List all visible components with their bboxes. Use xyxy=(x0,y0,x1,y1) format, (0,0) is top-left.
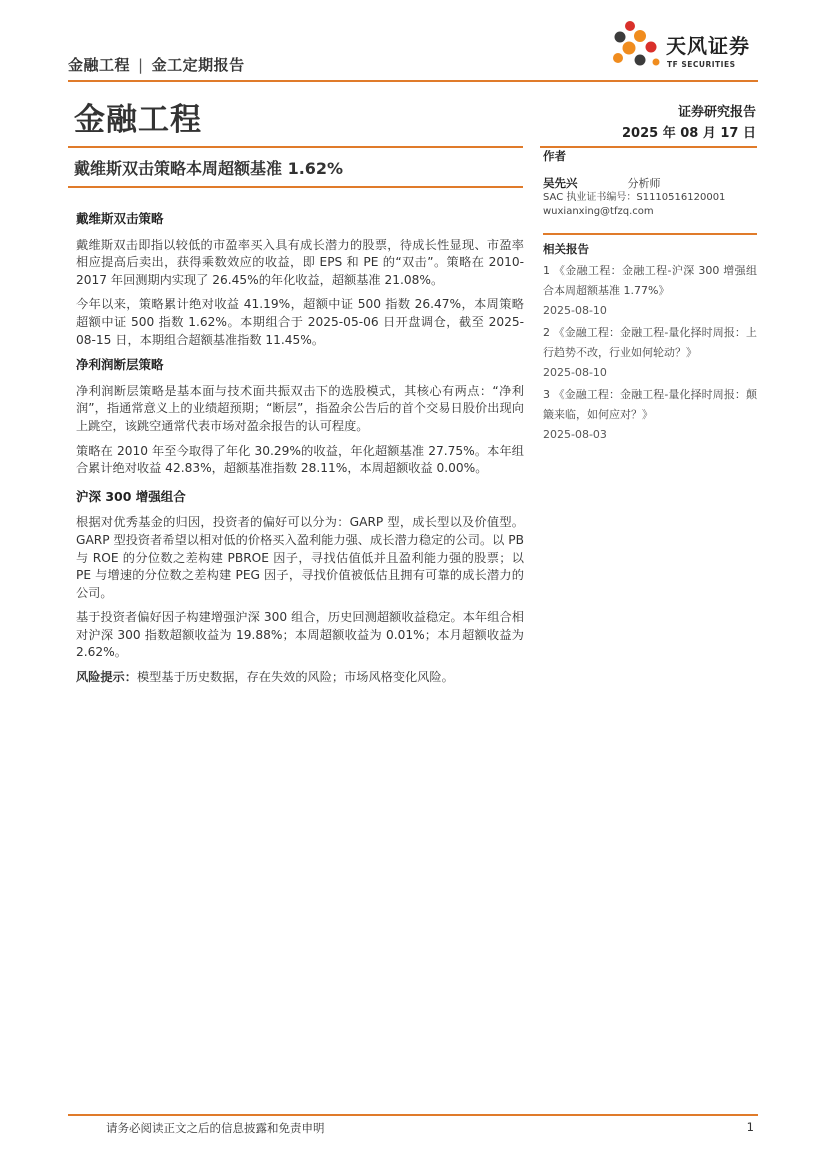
sidebar-rule-related xyxy=(543,233,757,235)
risk-label: 风险提示： xyxy=(76,670,137,685)
paragraph: 今年以来，策略累计绝对收益 41.19%，超额中证 500 指数 26.47%，本周策略超额中证 500 指数 1.62%。本期组合于 2025-05-06 日开盘调仓，截至 2025-08-15 日，本期组合超额基准指数 11.45%。 xyxy=(76,297,524,347)
section-heading-davis: 戴维斯双击策略 xyxy=(76,211,164,226)
related-report-date: 2025-08-03 xyxy=(543,427,607,441)
related-heading: 相关报告 xyxy=(543,241,589,256)
main-content xyxy=(76,210,524,694)
related-report-date: 2025-08-10 xyxy=(543,365,607,379)
logo-dot-orange-3 xyxy=(613,53,623,63)
headline-rule-top xyxy=(68,146,523,148)
paragraph: 基于投资者偏好因子构建增强沪深 300 组合，历史回测超额收益稳定。本年组合相对沪深 300 指数超额收益为 19.88%；本周超额收益为 0.01%；本月超额收益为 2.62%。 xyxy=(76,610,524,660)
related-report-title[interactable]: 1 《金融工程：金融工程-沪深 300 增强组合本周超额基准 1.77%》 xyxy=(543,263,757,297)
author-role: 分析师 xyxy=(627,177,661,190)
author-line xyxy=(543,175,757,191)
paragraph: 策略在 2010 年至今取得了年化 30.29%的收益，年化超额基准 27.75%。本年组合累计绝对收益 42.83%，超额基准指数 28.11%，本周超额收益 0.00%。 xyxy=(76,443,524,476)
logo-dot-orange-2 xyxy=(623,42,636,55)
logo-dot-orange xyxy=(634,30,646,42)
headline: 戴维斯双击策略本周超额基准 1.62% xyxy=(74,159,344,178)
report-type: 证券研究报告 xyxy=(677,105,756,120)
header-section: 金融工程 xyxy=(68,56,131,74)
related-report-date: 2025-08-10 xyxy=(543,303,607,317)
header-sub: 金工定期报告 xyxy=(151,56,245,74)
footer-disclaimer: 请务必阅读正文之后的信息披露和免责申明 xyxy=(106,1121,325,1135)
report-date: 2025 年 08 月 17 日 xyxy=(622,126,756,141)
section-heading-net-profit-gap: 净利润断层策略 xyxy=(76,357,164,373)
logo-dot-orange-4 xyxy=(653,59,660,66)
logo-dot-red xyxy=(625,21,635,31)
risk-text: 模型基于历史数据，存在失效的风险；市场风格变化风险。 xyxy=(136,670,454,685)
author-email[interactable]: wuxianxing@tfzq.com xyxy=(543,206,654,217)
author-sac: SAC 执业证书编号：S1110516120001 xyxy=(543,192,726,203)
sidebar xyxy=(543,148,757,447)
author-name: 吴先兴 xyxy=(543,176,578,190)
logo-dot-dark xyxy=(615,32,626,43)
logo-dot-dark-2 xyxy=(635,55,646,66)
section-heading-hs300: 沪深 300 增强组合 xyxy=(76,488,186,504)
paragraph: 戴维斯双击即指以较低的市盈率买入具有成长潜力的股票，待成长性显现、市盈率相应提高后卖出，获得乘数效应的收益，即 EPS 和 PE 的“双击”。策略在 2010-2017 年回测期内实现了 26.45%的年化收益，超额基准 21.08%。 xyxy=(76,237,524,287)
logo-en-text: TF SECURITIES xyxy=(667,60,736,69)
paragraph: 根据对优秀基金的归因，投资者的偏好可以分为：GARP 型，成长型以及价值型。GARP 型投资者希望以相对低的价格买入盈利能力强、成长潜力稳定的公司。以 PB 与 ROE 的分位数之差构建 PBROE 因子，寻找估值低并且盈利能力强的股票；以 PE 与增速的分位数之差构建 PEG 因子，寻找价值被低估且拥有可靠的成长潜力的公司。 xyxy=(76,515,524,600)
author-heading: 作者 xyxy=(543,149,566,163)
related-report-title[interactable]: 2 《金融工程：金融工程-量化择时周报：上行趋势不改，行业如何轮动？》 xyxy=(543,325,757,359)
page-number: 1 xyxy=(746,1120,754,1134)
big-title: 金融工程 xyxy=(74,102,202,138)
related-report-list xyxy=(543,261,757,445)
paragraph: 净利润断层策略是基本面与技术面共振双击下的选股模式，其核心有两点：“净利润”，指通常意义上的业绩超预期；“断层”，指盈余公告后的首个交易日股价出现向上跳空，该跳空通常代表市场对盈余报告的认可程度。 xyxy=(76,383,524,433)
footer-rule xyxy=(68,1114,758,1116)
logo-dot-red-2 xyxy=(646,42,657,53)
risk-warning xyxy=(76,669,524,687)
headline-rule-bottom xyxy=(68,186,523,188)
related-report-title[interactable]: 3 《金融工程：金融工程-量化择时周报：颠簸来临，如何应对？》 xyxy=(543,387,757,421)
header-rule xyxy=(68,80,758,82)
header-separator: | xyxy=(138,56,144,74)
header-section-title xyxy=(68,54,245,75)
logo-cn-text: 天风证券 xyxy=(666,34,750,58)
